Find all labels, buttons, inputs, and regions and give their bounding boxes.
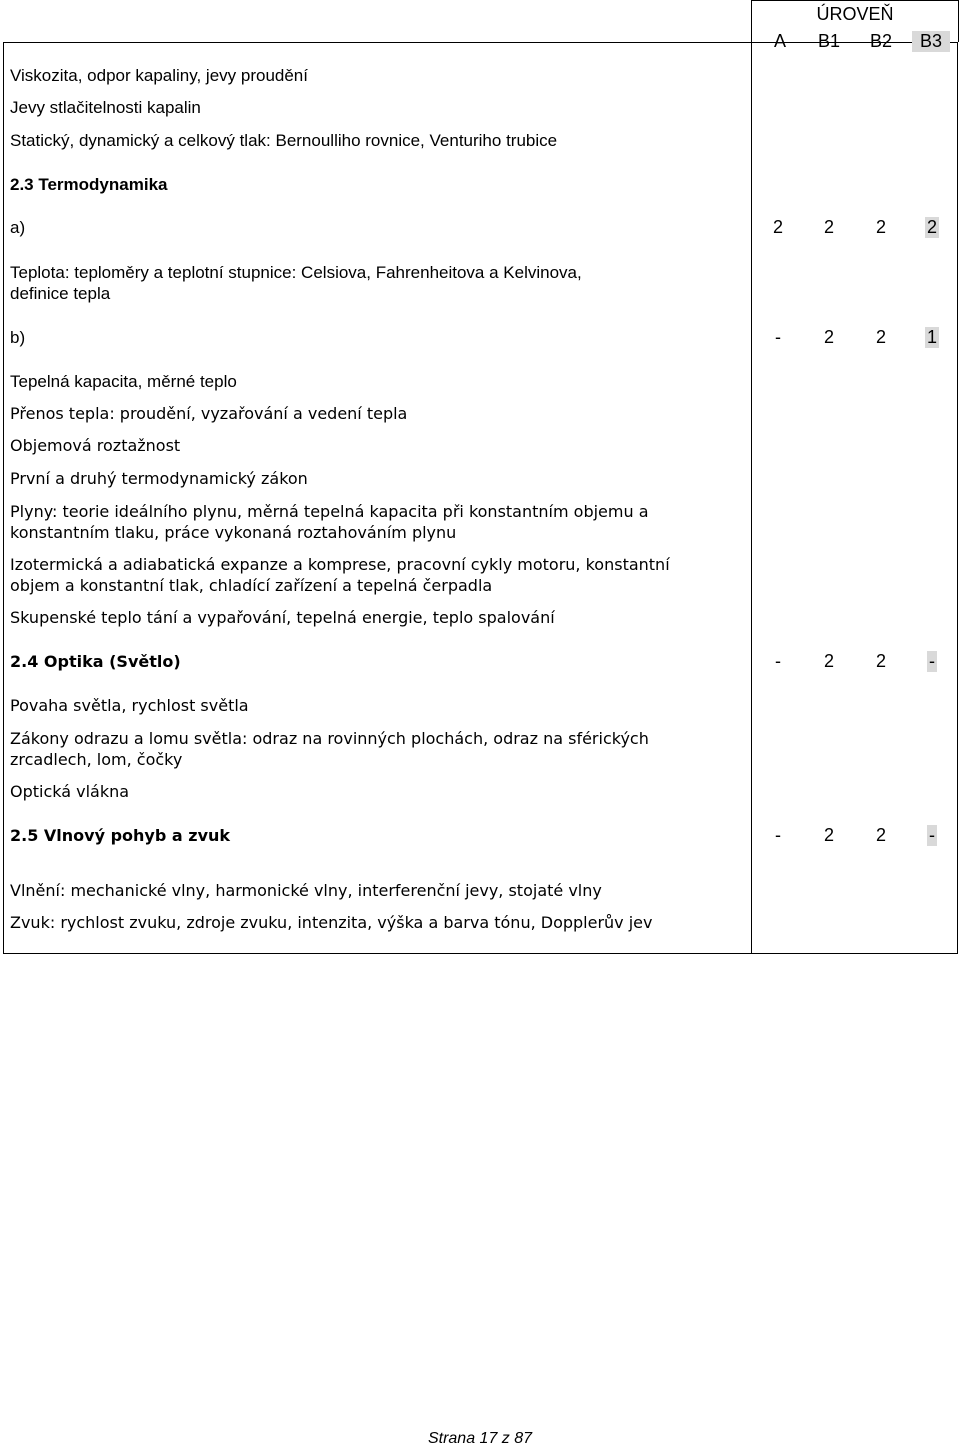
row-text: Tepelná kapacita, měrné teplo xyxy=(10,372,237,391)
level-value: 2 xyxy=(875,651,886,671)
row-text: Plyny: teorie ideálního plynu, měrná tepelná kapacita při konstantním objemu a xyxy=(10,502,649,521)
section-heading: 2.5 Vlnový pohyb a zvuk xyxy=(10,826,231,845)
level-b3: B3 xyxy=(912,31,950,52)
row-text-continued: objem a konstantní tlak, chladící zařízení a tepelná čerpadla xyxy=(10,576,493,595)
row-text: Povaha světla, rychlost světla xyxy=(10,696,249,715)
header-top-border xyxy=(751,0,959,1)
level-value: 2 xyxy=(823,217,834,237)
row-text: Teplota: teploměry a teplotní stupnice: Celsiova, Fahrenheitova a Kelvinova, xyxy=(10,263,582,282)
header-right-border xyxy=(958,0,959,42)
row-label: a) xyxy=(10,218,26,237)
level-a: A xyxy=(773,31,786,51)
row-text: Optická vlákna xyxy=(10,782,130,801)
row-text: Zvuk: rychlost zvuku, zdroje zvuku, intenzita, výška a barva tónu, Dopplerův jev xyxy=(10,913,653,932)
level-value: - xyxy=(775,825,781,845)
level-value: - xyxy=(775,651,781,671)
level-value: - xyxy=(775,327,781,347)
row-text-continued: definice tepla xyxy=(10,284,111,303)
level-value: 2 xyxy=(823,651,834,671)
row-text: Vlnění: mechanické vlny, harmonické vlny, interferenční jevy, stojaté vlny xyxy=(10,881,602,900)
row-text: Jevy stlačitelnosti kapalin xyxy=(10,98,201,117)
row-label: b) xyxy=(10,328,26,347)
section-heading: 2.4 Optika (Světlo) xyxy=(10,652,181,671)
section-heading: 2.3 Termodynamika xyxy=(10,175,168,194)
level-value: 2 xyxy=(823,327,834,347)
row-text: Skupenské teplo tání a vypařování, tepelná energie, teplo spalování xyxy=(10,608,555,627)
row-text-continued: konstantním tlaku, práce vykonaná roztahováním plynu xyxy=(10,523,457,542)
level-value: 2 xyxy=(875,825,886,845)
level-value: 2 xyxy=(875,217,886,237)
row-text-continued: zrcadlech, lom, čočky xyxy=(10,750,183,769)
level-b1: B1 xyxy=(817,31,841,51)
level-header: ÚROVEŇ xyxy=(816,4,894,24)
level-value: 1 xyxy=(926,327,937,347)
row-text: Zákony odrazu a lomu světla: odraz na rovinných plochách, odraz na sférických xyxy=(10,729,649,748)
level-value: 2 xyxy=(875,327,886,347)
row-text: Statický, dynamický a celkový tlak: Bernoulliho rovnice, Venturiho trubice xyxy=(10,131,558,150)
level-value: - xyxy=(929,651,935,671)
level-value: 2 xyxy=(772,217,783,237)
column-divider xyxy=(751,0,752,954)
page-number: Strana 17 z 87 xyxy=(427,1430,533,1447)
row-text: Viskozita, odpor kapaliny, jevy proudění xyxy=(10,66,308,85)
row-text: Izotermická a adiabatická expanze a komprese, pracovní cykly motoru, konstantní xyxy=(10,555,670,574)
row-text: Přenos tepla: proudění, vyzařování a vedení tepla xyxy=(10,404,408,423)
level-value: - xyxy=(929,825,935,845)
level-value: 2 xyxy=(926,217,937,237)
row-text: Objemová roztažnost xyxy=(10,436,181,455)
level-b2: B2 xyxy=(869,31,893,51)
row-text: První a druhý termodynamický zákon xyxy=(10,469,308,488)
level-value: 2 xyxy=(823,825,834,845)
